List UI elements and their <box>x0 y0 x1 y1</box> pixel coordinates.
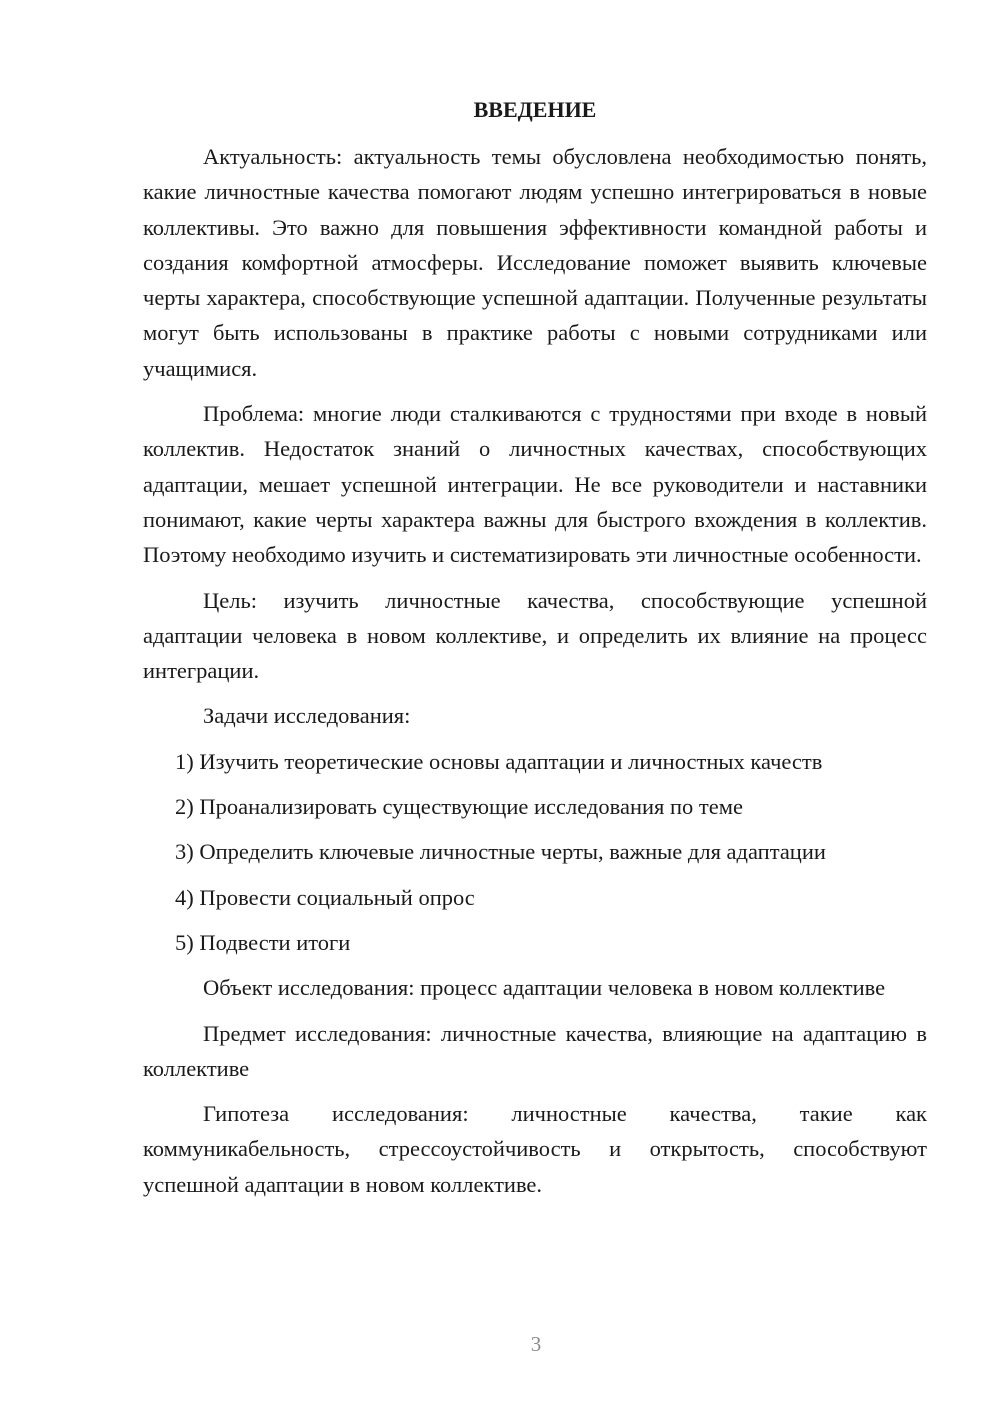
task-item: 1) Изучить теоретические основы адаптации и личностных качеств <box>175 748 823 774</box>
task-item: 5) Подвести итоги <box>175 929 351 955</box>
tasks-heading: Задачи исследования: <box>203 703 411 729</box>
object-paragraph: Объект исследования: процесс адаптации человека в новом коллективе <box>203 975 886 1001</box>
task-item: 3) Определить ключевые личностные черты, важные для адаптации <box>175 839 826 865</box>
subject-paragraph: Предмет исследования: личностные качества, влияющие на адаптацию в коллективе <box>143 1020 927 1081</box>
section-title: ВВЕДЕНИЕ <box>473 97 597 122</box>
goal-paragraph: Цель: изучить личностные качества, способствующие успешной адаптации человека в новом коллективе, и определить их влияние на процесс интеграции. <box>143 587 927 684</box>
task-item: 2) Проанализировать существующие исследования по теме <box>175 794 743 820</box>
relevance-paragraph: Актуальность: актуальность темы обусловлена необходимостью понять, какие личностные качества помогают людям успешно интегрироваться в новые коллективы. Это важно для повышения эффективности командной работы и создания комфортной атмосферы. Исследование поможет выявить ключевые черты характера, способствующие успешной адаптации. Полученные результаты могут быть использованы в практике работы с новыми сотрудниками или учащимися. <box>143 144 927 381</box>
task-item: 4) Провести социальный опрос <box>175 884 475 910</box>
page-number: 3 <box>530 1332 542 1356</box>
page-content <box>143 92 927 1212</box>
hypothesis-paragraph: Гипотеза исследования: личностные качества, такие как коммуникабельность, стрессоустойчивость и открытость, способствуют успешной адаптации в новом коллективе. <box>143 1101 927 1197</box>
problem-paragraph: Проблема: многие люди сталкиваются с трудностями при входе в новый коллектив. Недостаток знаний о личностных качествах, способствующих адаптации, мешает успешной интеграции. Не все руководители и наставники понимают, какие черты характера важны для быстрого вхождения в коллектив. Поэтому необходимо изучить и систематизировать эти личностные особенности. <box>143 401 927 568</box>
